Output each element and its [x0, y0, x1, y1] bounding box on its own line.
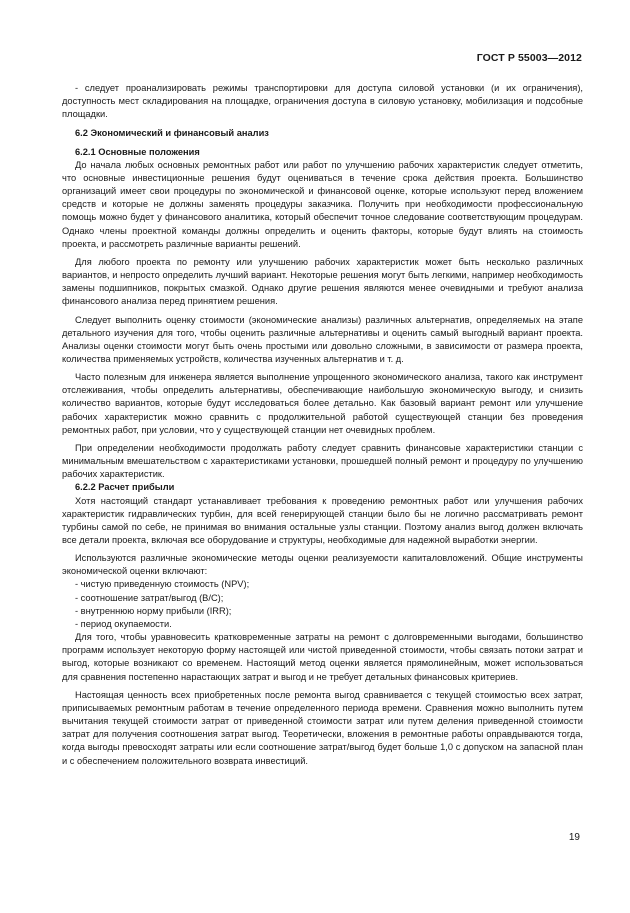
paragraph: Используются различные экономические методы оценки реализуемости капиталовложений. Общие инструменты экономической оценки включают: [62, 553, 583, 577]
section-heading-6-2: 6.2 Экономический и финансовый анализ [75, 128, 269, 139]
paragraph: Хотя настоящий стандарт устанавливает требования к проведению ремонтных работ или улучшения рабочих характеристик гидравлических турбин, для всей генерирующей станции было бы не логично рассматривать ремонт турбины самой по себе, не принимая во внимания остальные узлы станции. Поэтому анализ выгод должен включать все детали проекта, включая все оборудование и структуры, необходимые для надежной выработки энергии. [62, 495, 583, 545]
list-item: - период окупаемости. [75, 618, 172, 629]
paragraph: Для того, чтобы уравновесить кратковременные затраты на ремонт с долговременными выгодами, большинство программ использует некоторую форму настоящей или чистой приведенной стоимости, чтобы связать потоки затрат и выгод, которые возникают со временем. Настоящий метод оценки является прямолинейным, может использоваться для сравнения постепенно нарастающих затрат и выгод и не требует детальных финансовых критериев. [62, 632, 583, 682]
page-number: 19 [568, 832, 580, 843]
subsection-heading-6-2-1: 6.2.1 Основные положения [75, 146, 200, 157]
list-item: - внутреннюю норму прибыли (IRR); [75, 605, 232, 616]
paragraph: До начала любых основных ремонтных работ или работ по улучшению рабочих характеристик следует отметить, что основные инвестиционные решения будут оцениваться в течение срока действия проекта. Большинство организаций имеет свои процедуры по экономической и финансовой оценке, которые используют перед вложением средств и которые не должны заменять процедуры заказчика. Получить при необходимости профессиональную помощь можно будет у финансового аналитика, который обеспечит точное следование соответствующим процедурам. Однако члены проектной команды должны определить и оценить факторы, которые будут влиять на стоимость проекта, и рассмотреть различные варианты решений. [62, 159, 583, 249]
list-item: - чистую приведенную стоимость (NPV); [75, 579, 250, 590]
paragraph: Настоящая ценность всех приобретенных после ремонта выгод сравнивается с текущей стоимостью всех затрат, приписываемых ремонтным работам в течение определенного периода времени. Сравнения можно выполнить путем вычитания текущей стоимости затрат от приведенной стоимости затрат или путем деления приведенной стоимости затрат для получения соотношения затрат выгод. Теоретически, вложения в ремонтные работы оправдываются тогда, когда выгоды превосходят затраты или если соотношение затрат/выгод будет больше 1,0 с допуском на запасной план и с обеспечением положительного возврата инвестиций. [62, 689, 583, 766]
document-code: ГОСТ Р 55003—2012 [476, 52, 582, 64]
paragraph: Следует выполнить оценку стоимости (экономические анализы) различных альтернатив, определяемых на этапе детального изучения для того, чтобы оценить различные альтернативы и оценить самый выгодный вариант проекта. Анализы оценки стоимости могут быть очень простыми или довольно сложными, в зависимости от размера проекта, количества применяемых устройств, количества изученных альтернатив и т. д. [62, 314, 583, 364]
subsection-heading-6-2-2: 6.2.2 Расчет прибыли [75, 482, 175, 493]
paragraph-intro: - следует проанализировать режимы транспортировки для доступа силовой установки (и их ограничения), доступность мест складирования на площадке, ограничения доступа в силовую установку, мобилизация и подсобные площадки. [62, 83, 583, 120]
paragraph: Для любого проекта по ремонту или улучшению рабочих характеристик может быть несколько различных вариантов, и непросто определить лучший вариант. Некоторые решения могут быть легкими, например необходимость замены подшипников, покрытых смазкой. Однако другие решения являются менее очевидными и требуют анализа финансового анализа перед принятием решения. [62, 256, 583, 307]
list-item: - соотношение затрат/выгод (B/C); [75, 592, 224, 603]
document-body [62, 82, 583, 768]
paragraph: Часто полезным для инженера является выполнение упрощенного экономического анализа, такого как инструмент отслеживания, чтобы определить альтернативы, обеспечивающие наибольшую экономическую выгоду, и снизить количество вариантов, которые будут исследоваться более детально. Как базовый вариант ремонт или улучшение рабочих характеристик можно сравнить с продолжительной работой существующей станции без проведения ремонтных работ, при условии, что у существующей станции нет очевидных проблем. [62, 372, 583, 435]
paragraph: При определении необходимости продолжать работу следует сравнить финансовые характеристики станции с минимальным вмешательством с характеристиками установки, прошедшей полный ремонт и процедуру по улучшению рабочих характеристик. [62, 442, 583, 480]
